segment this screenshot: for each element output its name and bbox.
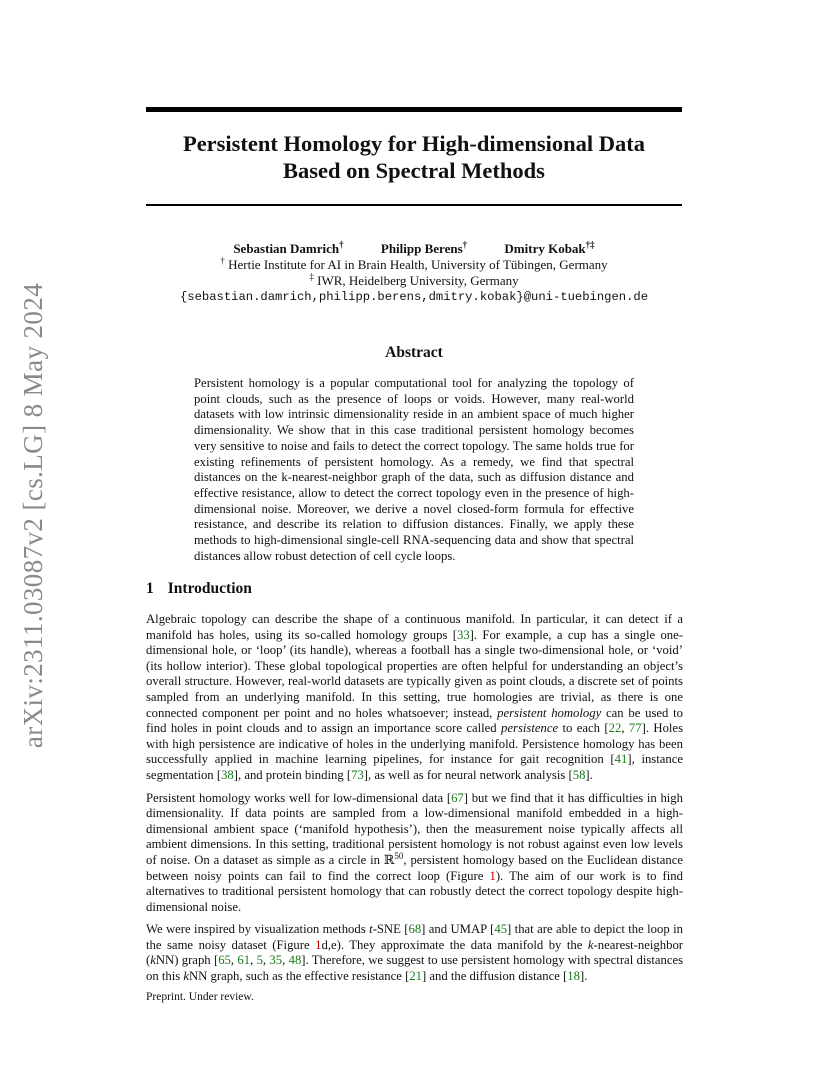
- figure-reference-link[interactable]: 1: [315, 937, 322, 952]
- paper-title: [146, 130, 682, 184]
- paragraph-3: We were inspired by visualization methods t-SNE [68] and UMAP [45] that are able to depict the loop in the same noisy dataset (Figure 1d,e). They approximate the data manifold by the k-nearest-neighbor (kNN) graph [65, 61, 5, 35, 48]. Therefore, we suggest to use persistent homology with spectral distances on this kNN graph, such as the effective resistance [21] and the diffusion distance [18].: [146, 922, 684, 984]
- p1-text-h: ], as well as for neural network analysis [: [363, 767, 573, 782]
- p1-text-b: ]. For example, a cup has a single one-dimensional hole, or ‘loop’ (its handle), whereas a football has a single two-dimensional hole, or ‘void’ (its hollow interior). These global topological properties are often helpful for understanding an object’s overall structure. However, real-world datasets are typically given as point clouds, a discrete set of points sampled from an underlying manifold. In this setting, true homologies are trivial, as there is one connected component per point and no holes whatsoever; instead,: [146, 627, 683, 720]
- p3-text-c: ] and UMAP [: [421, 922, 495, 937]
- affiliation-1-text: Hertie Institute for AI in Brain Health, University of Tübingen, Germany: [224, 257, 608, 272]
- p3-emphasis-3: k: [150, 953, 156, 968]
- p3-emphasis-4: k: [183, 969, 190, 984]
- author-1-name: Sebastian Damrich: [233, 241, 340, 256]
- paragraph-2: [146, 791, 683, 916]
- introduction-body: [146, 612, 683, 992]
- title-line-2: Based on Spectral Methods: [283, 158, 545, 183]
- author-2: [381, 241, 467, 256]
- arxiv-side-stamp: [14, 282, 54, 748]
- p1-text-a: Algebraic topology can describe the shape of a continuous manifold. In particular, it can detect if a manifold has holes, using its so-called homology groups [: [146, 612, 683, 642]
- footer-note: Preprint. Under review.: [146, 991, 254, 1003]
- author-names: [146, 241, 682, 257]
- p1-text-e: ]. Holes with high persistence are indicative of holes in the underlying manifold. Persistence homology has been successfully applied in machine learning pipelines, for instance for gait recognition [: [146, 721, 684, 767]
- section-number: 1: [146, 580, 154, 597]
- arxiv-identifier: arXiv:2311.03087v2 [cs.LG] 8 May 2024: [18, 282, 49, 748]
- author-block: [146, 241, 682, 305]
- p2-text-b: ] but we find that it has difficulties in high dimensionality. If data points are sampled from a low-dimensional manifold embedded in a high-dimensional ambient space (‘manifold hypothesis’), then the measurement noise typically affects all ambient dimensions. In this setting, traditional persistent homology is not robust against even low levels of noise. On a dataset as simple as a circle in ℝ: [146, 790, 683, 867]
- author-2-name: Philipp Berens: [380, 241, 463, 256]
- p3-text-f: -nearest-neighbor (: [146, 937, 684, 968]
- affiliation-2-mark: ‡: [309, 271, 314, 282]
- title-line-1: Persistent Homology for High-dimensional Data: [182, 131, 646, 156]
- section-heading: [146, 580, 252, 598]
- author-2-mark: †: [462, 239, 468, 250]
- paragraph-1: Algebraic topology can describe the shape of a continuous manifold. In particular, it can detect if a manifold has holes, using its so-called homology groups [33]. For example, a cup has a single one-dimensional hole, or ‘loop’ (its handle), whereas a football has a single two-dimensional hole, or ‘void’ (its hollow interior). These global topological properties are often helpful for understanding an object’s overall structure. However, real-world datasets are typically given as point clouds, a discrete set of points sampled from an underlying manifold. In this setting, true homologies are trivial, as there is one connected component per point and no holes whatsoever; instead, persistent homology can be used to find holes in point clouds and to assign an importance score called persistence to each [22, 77]. Holes with high persistence are indicative of holes in the underlying manifold. Persistence homology has been successfully applied in machine learning pipelines, for instance for gait recognition [41], instance segmentation [38], and protein binding [73], as well as for neural network analysis [58].: [146, 612, 684, 782]
- author-emails: {sebastian.damrich,philipp.berens,dmitry.kobak}@uni-tuebingen.de: [179, 290, 649, 304]
- author-3-mark: †‡: [585, 239, 595, 250]
- citation-link[interactable]: 77: [628, 721, 642, 736]
- p3-text-i: NN graph, such as the effective resistance [: [189, 969, 410, 984]
- title-bottom-rule: [146, 204, 682, 206]
- p1-text-g: ], and protein binding [: [233, 767, 352, 782]
- citation-link[interactable]: 58: [572, 767, 586, 782]
- citation-link[interactable]: 18: [567, 969, 580, 984]
- author-3: [504, 241, 594, 256]
- figure-reference-link[interactable]: 1: [489, 868, 496, 883]
- citation-link[interactable]: 35: [269, 953, 283, 968]
- author-3-name: Dmitry Kobak: [504, 241, 586, 256]
- p3-emphasis-2: k: [587, 937, 594, 952]
- citation-link[interactable]: 45: [494, 922, 508, 937]
- abstract-text: Persistent homology is a popular computational tool for analyzing the topology of point clouds, such as the presence of loops or voids. However, many real-world datasets with low intrinsic dimensionality reside in an ambient space of much higher dimensionality. We show that in this case traditional persistent homology becomes very sensitive to noise and fails to detect the correct topology. The same holds true for existing refinements of persistent homology. As a remedy, we find that spectral distances on the k-nearest-neighbor graph of the data, such as diffusion distance and effective resistance, allow to detect the correct topology even in the presence of high-dimensional noise. Moreover, we derive a novel closed-form formula for effective resistance, and describe its relation to diffusion distances. Finally, we apply these methods to high-dimensional single-cell RNA-sequencing data and show that spectral distances allow robust detection of cell cycle loops.: [194, 376, 634, 563]
- p2-text-c: , persistent homology based on the Euclidean distance between noisy points can fail to find the correct loop (Figure: [146, 852, 683, 883]
- p3-text-j: ] and the diffusion distance [: [422, 969, 568, 984]
- p3-emphasis-1: t: [369, 922, 373, 937]
- p3-text-g: NN) graph [: [155, 953, 219, 968]
- citation-link[interactable]: 48: [288, 953, 302, 968]
- citation-link[interactable]: 61: [237, 953, 251, 968]
- p3-text-e: d,e). They approximate the data manifold by the: [321, 937, 588, 952]
- citation-link[interactable]: 65: [218, 953, 231, 968]
- p1-emphasis-1: persistent homology: [497, 705, 602, 720]
- p3-text-h: ]. Therefore, we suggest to use persistent homology with spectral distances on this: [146, 953, 684, 984]
- citation-link[interactable]: 38: [221, 767, 234, 782]
- author-1-mark: †: [339, 239, 344, 250]
- p1-text-c: can be used to find holes in point clouds and to assign an importance score called: [146, 705, 683, 736]
- p3-text-a: We were inspired by visualization methods: [146, 922, 370, 937]
- p1-text-d: to each [: [558, 721, 609, 736]
- title-top-rule: [146, 107, 682, 112]
- p1-text-f: ], instance segmentation [: [146, 752, 684, 782]
- citation-link[interactable]: 22: [608, 721, 622, 736]
- author-1: [233, 241, 343, 256]
- citation-link[interactable]: 21: [409, 969, 422, 984]
- p3-text-b: -SNE [: [372, 922, 409, 937]
- affiliation-1: [146, 257, 682, 273]
- citation-link[interactable]: 33: [456, 627, 470, 642]
- p2-text-d: ). The aim of our work is to find alternatives to traditional persistent homology that can robustly detect the correct topology despite high-dimensional noise.: [146, 868, 683, 914]
- p2-text-a: Persistent homology works well for low-dimensional data [: [146, 790, 452, 805]
- p3-text-k: ].: [579, 969, 588, 984]
- p1-emphasis-2: persistence: [501, 721, 559, 736]
- affiliation-2: [146, 273, 682, 289]
- citation-link[interactable]: 41: [614, 752, 628, 767]
- citation-link[interactable]: 68: [408, 922, 422, 937]
- affiliation-2-text: IWR, Heidelberg University, Germany: [313, 273, 519, 288]
- citation-link[interactable]: 5: [256, 953, 263, 968]
- abstract-heading: Abstract: [385, 344, 443, 361]
- p3-text-d: ] that are able to depict the loop in the same noisy dataset (Figure: [146, 922, 683, 952]
- p2-superscript: 50: [394, 850, 404, 861]
- citation-link[interactable]: 73: [351, 767, 364, 782]
- affiliation-1-mark: †: [220, 255, 225, 266]
- p1-text-i: ].: [585, 767, 593, 782]
- citation-link[interactable]: 67: [451, 790, 464, 805]
- section-title-text: Introduction: [167, 580, 252, 597]
